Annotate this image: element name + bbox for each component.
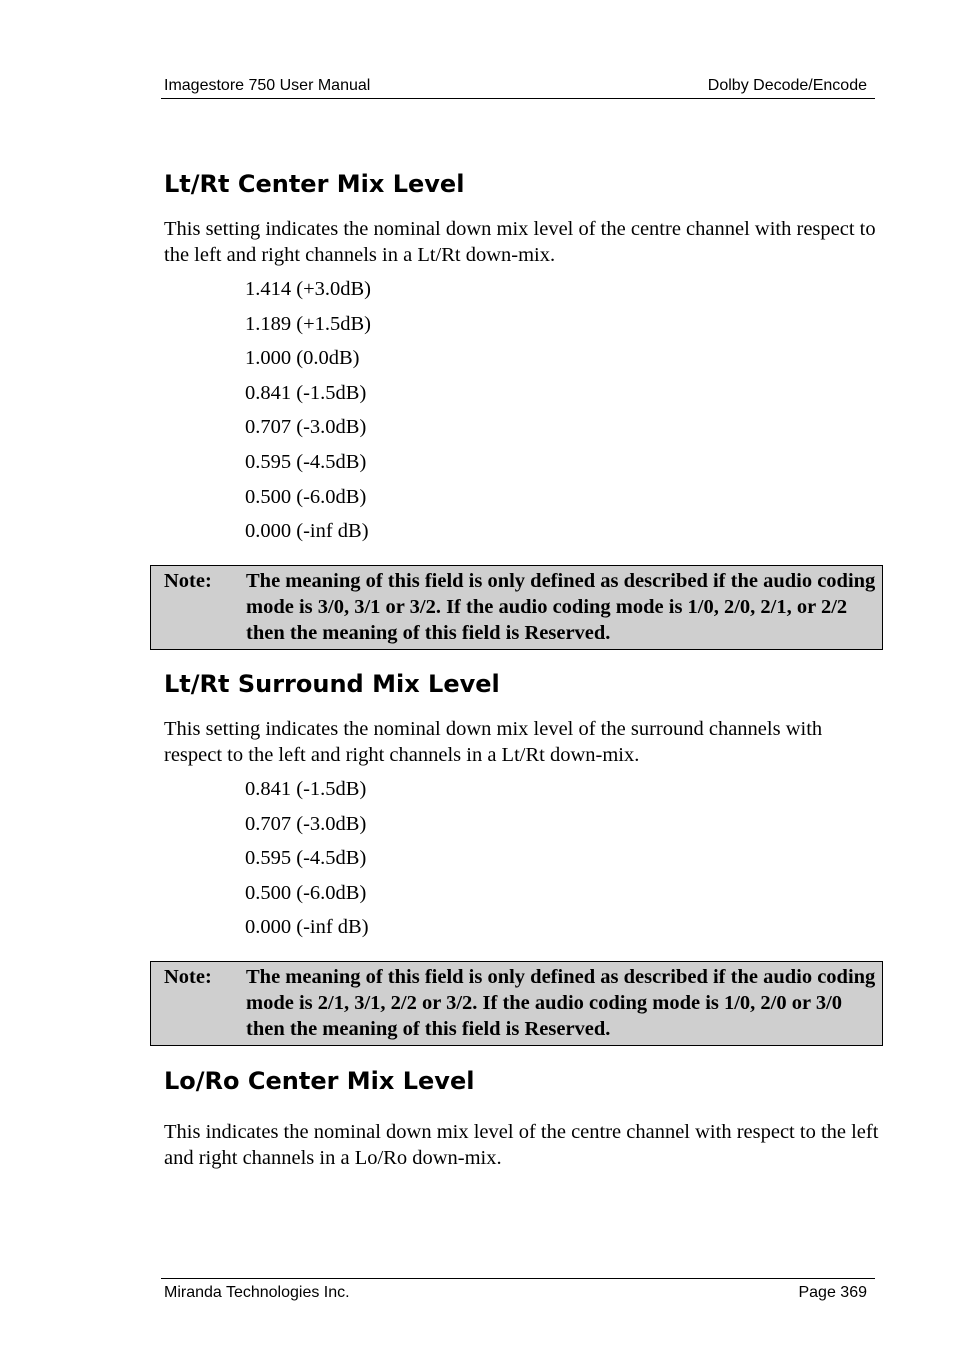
list-item: 0.841 (-1.5dB)	[245, 381, 367, 404]
note-box-ltrt-center	[150, 565, 883, 650]
note-label: Note:	[164, 966, 212, 988]
list-item: 0.000 (-inf dB)	[245, 916, 369, 939]
page-header	[161, 76, 875, 99]
section-title-loro-center: Lo/Ro Center Mix Level	[164, 1067, 475, 1095]
page-footer	[161, 1278, 875, 1305]
section-body-ltrt-center: This setting indicates the nominal down mix level of the centre channel with respect to the left and right channels in a Lt/Rt down-mix.	[164, 218, 876, 266]
list-item: 0.500 (-6.0dB)	[245, 881, 367, 904]
header-chapter-title: Dolby Decode/Encode	[707, 77, 867, 94]
section-body-ltrt-surround: This setting indicates the nominal down mix level of the surround channels with respect to the left and right channels in a Lt/Rt down-mix.	[164, 718, 823, 766]
list-item: 0.595 (-4.5dB)	[245, 847, 367, 870]
list-item: 0.000 (-inf dB)	[245, 520, 369, 543]
list-item: 1.414 (+3.0dB)	[245, 278, 372, 300]
page-number: Page 369	[798, 1284, 867, 1301]
section-body-loro-center: This indicates the nominal down mix level of the centre channel with respect to the left and right channels in a Lo/Ro down-mix.	[164, 1121, 879, 1169]
list-item: 0.841 (-1.5dB)	[245, 778, 367, 800]
list-item: 1.000 (0.0dB)	[245, 347, 360, 370]
footer-company: Miranda Technologies Inc.	[164, 1284, 350, 1301]
options-list-ltrt-surround	[245, 777, 369, 950]
note-box-ltrt-surround	[150, 961, 883, 1046]
section-title-ltrt-center: Lt/Rt Center Mix Level	[164, 170, 465, 198]
note-label: Note:	[164, 570, 212, 592]
list-item: 0.595 (-4.5dB)	[245, 450, 367, 473]
note-text: The meaning of this field is only defined as described if the audio coding mode is 3/0, 3/1 or 3/2. If the audio coding mode is 1/0, 2/0, 2/1, or 2/2 then the meaning of this field is Reserved.	[246, 570, 876, 644]
section-title-ltrt-surround: Lt/Rt Surround Mix Level	[164, 670, 500, 698]
note-text: The meaning of this field is only defined as described if the audio coding mode is 2/1, 3/1, 2/2 or 3/2. If the audio coding mode is 1/0, 2/0 or 3/0 then the meaning of this field is Reserved.	[246, 966, 876, 1040]
list-item: 0.500 (-6.0dB)	[245, 485, 367, 508]
list-item: 0.707 (-3.0dB)	[245, 416, 367, 439]
header-manual-title: Imagestore 750 User Manual	[164, 77, 371, 94]
options-list-ltrt-center	[245, 277, 371, 554]
list-item: 1.189 (+1.5dB)	[245, 312, 372, 335]
list-item: 0.707 (-3.0dB)	[245, 812, 367, 835]
